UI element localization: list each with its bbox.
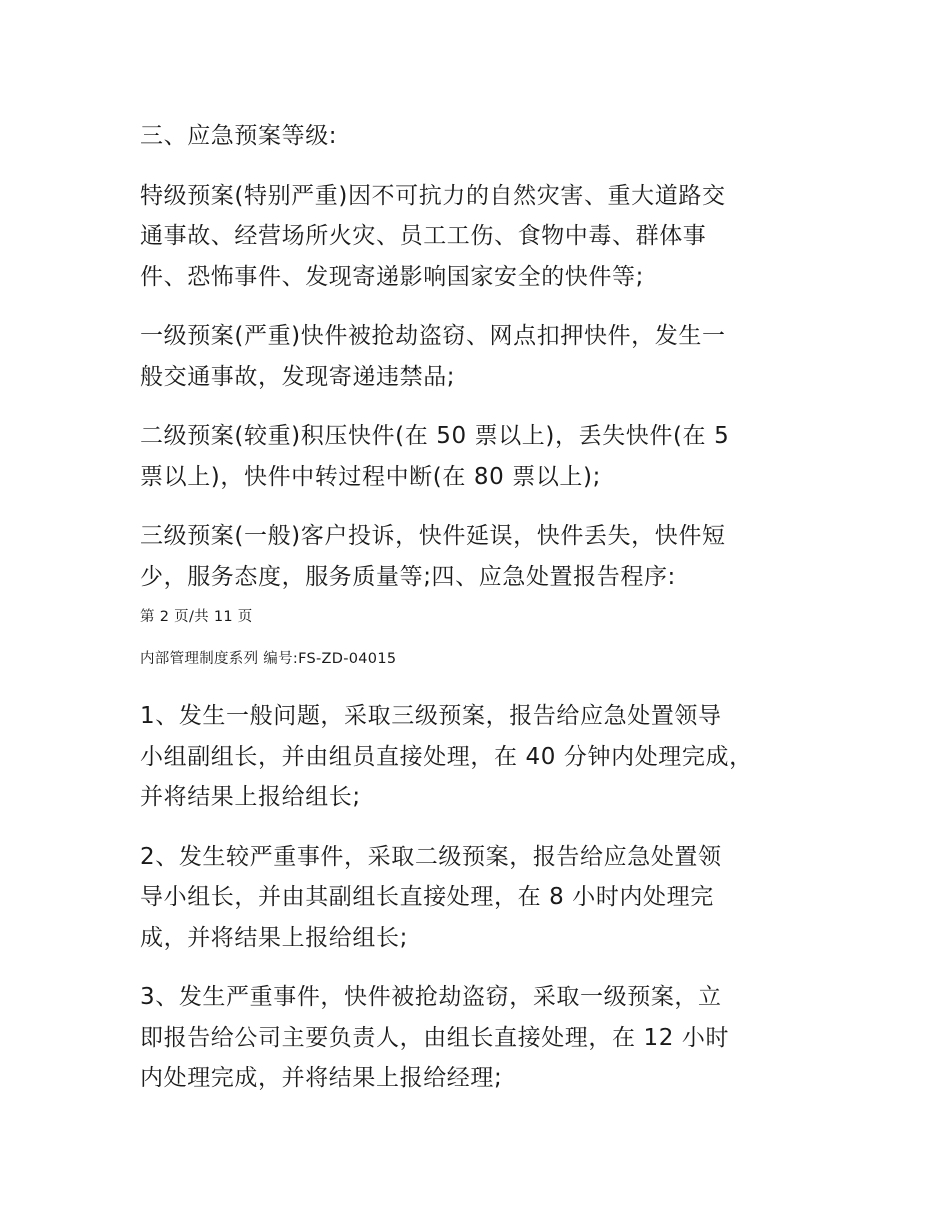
page-number: 第 2 页/共 11 页 (140, 609, 253, 625)
level-three-paragraph: 三级预案(一般)客户投诉，快件延误，快件丢失，快件短 少，服务态度，服务质量等;四、应急处置报告程序: (140, 523, 726, 590)
level-one-paragraph: 一级预案(严重)快件被抢劫盗窃、网点扣押快件，发生一 般交通事故，发现寄递违禁品; (140, 323, 726, 390)
procedure-1-paragraph: 1、发生一般问题，采取三级预案，报告给应急处置领导 小组副组长，并由组员直接处理，在 40 分钟内处理完成， 并将结果上报给组长; (140, 703, 753, 810)
document-page (140, 116, 830, 1099)
series-header: 内部管理制度系列 编号:FS-ZD-04015 (140, 651, 397, 667)
procedure-3-paragraph: 3、发生严重事件，快件被抢劫盗窃，采取一级预案，立 即报告给公司主要负责人，由组长直接处理，在 12 小时 内处理完成，并将结果上报给经理; (140, 984, 730, 1091)
procedure-2-paragraph: 2、发生较严重事件，采取二级预案，报告给应急处置领 导小组长，并由其副组长直接处理，在 8 小时内处理完 成，并将结果上报给组长; (140, 843, 722, 951)
level-two-paragraph: 二级预案(较重)积压快件(在 50 票以上)，丢失快件(在 5 票以上)，快件中转过程中断(在 80 票以上); (140, 423, 730, 490)
level-special-paragraph: 特级预案(特别严重)因不可抗力的自然灾害、重大道路交 通事故、经营场所火灾、员工工伤、食物中毒、群体事 件、恐怖事件、发现寄递影响国家安全的快件等; (140, 182, 726, 290)
section-heading: 三、应急预案等级: (140, 123, 338, 149)
